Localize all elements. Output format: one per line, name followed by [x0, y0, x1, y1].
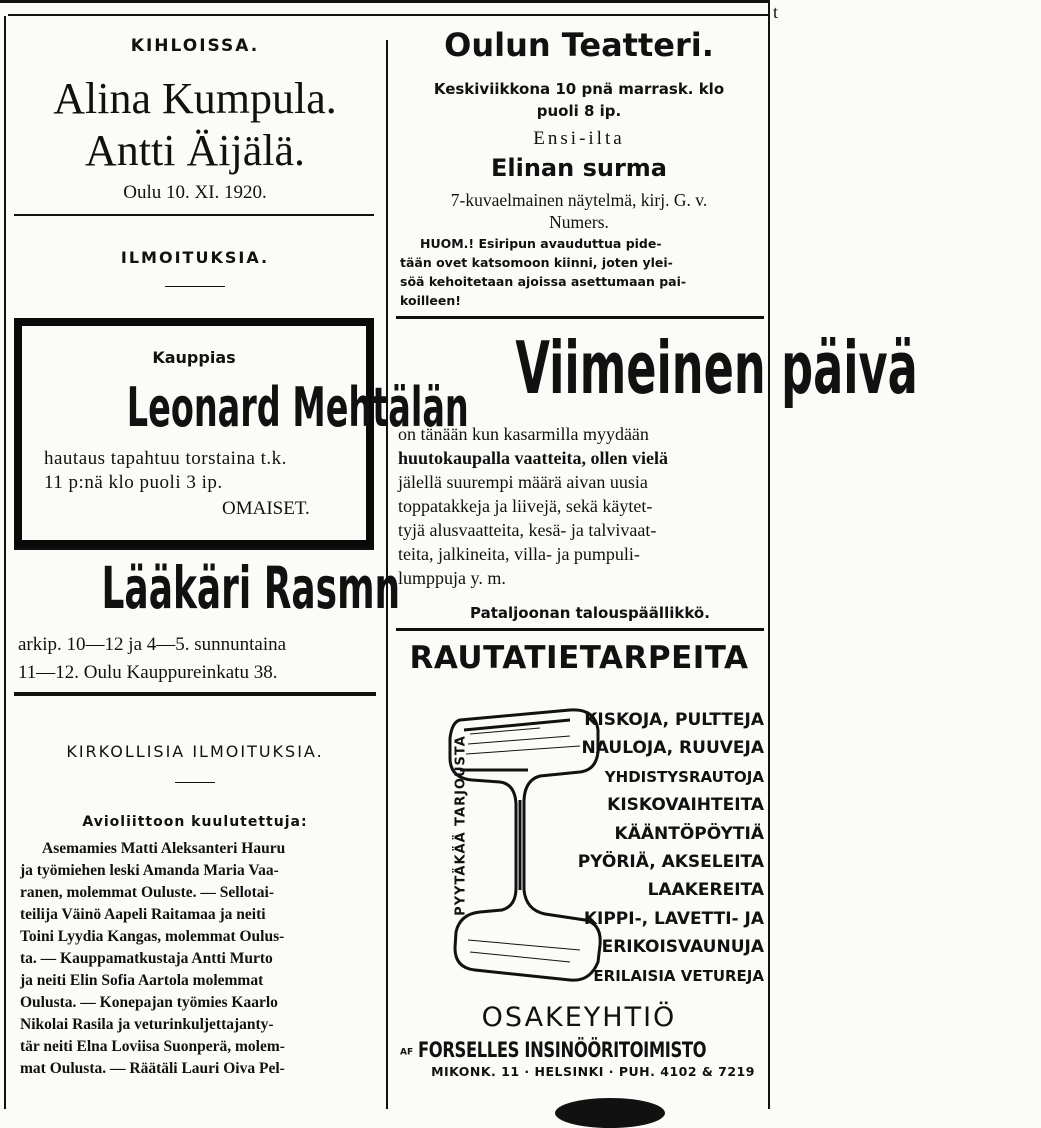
- funeral-signature: OMAISET.: [222, 498, 310, 519]
- church-line: ranen, molemmat Ouluste. — Sellotai-: [20, 884, 275, 901]
- rail-item: KISKOJA, PULTTEJA: [584, 710, 764, 730]
- theatre-desc-2: Numers.: [549, 212, 609, 232]
- theatre-date-line-2: puoli 8 ip.: [536, 102, 622, 120]
- funeral-name: [22, 374, 469, 444]
- theatre-note-line: koilleen!: [400, 293, 461, 308]
- theatre-desc-1: 7-kuvaelmainen näytelmä, kirj. G. v.: [450, 190, 708, 210]
- rail-address: MIKONK. 11 · HELSINKI · PUH. 4102 & 7219: [431, 1064, 755, 1079]
- left-border: [4, 16, 6, 1109]
- rail-item: NAULOJA, RUUVEJA: [581, 738, 764, 759]
- church-line: teilija Väinö Aapeli Raitamaa ja neiti: [20, 906, 266, 923]
- rail-company-name: FORSELLES INSINÖÖRITOIMISTO: [418, 1038, 707, 1062]
- auction-body: [398, 422, 764, 590]
- rail-item: YHDISTYSRAUTOJA: [604, 767, 764, 786]
- top-border: [0, 0, 770, 3]
- theatre-premiere: Ensi-ilta: [533, 128, 625, 149]
- rail-item-list: [530, 706, 764, 990]
- church-subheading: Avioliittoon kuulutettuja:: [82, 814, 308, 830]
- theatre-date-line-1: Keskiviikkona 10 pnä marrask. klo: [433, 80, 725, 98]
- funeral-line-2: 11 p:nä klo puoli 3 ip.: [44, 472, 223, 493]
- rail-item: ERIKOISVAUNUJA: [601, 937, 764, 958]
- auction-line: toppatakkeja ja liivejä, sekä käytet-: [398, 496, 653, 516]
- rail-item: KIPPI-, LAVETTI- JA: [583, 908, 764, 929]
- rail-headline: RAUTATIETARPEITA: [409, 640, 749, 676]
- doctor-line-1: arkip. 10—12 ja 4—5. sunnuntaina: [18, 634, 287, 655]
- auction-line: on tänään kun kasarmilla myydään: [398, 424, 649, 444]
- bottom-ornament: [555, 1098, 665, 1128]
- church-line: ja neiti Elin Sofia Aartola molemmat: [20, 972, 264, 989]
- auction-bottom-rule: [396, 628, 764, 631]
- church-line: tär neiti Elna Loviisa Suonperä, molem-: [20, 1038, 285, 1055]
- church-line: Oulusta. — Konepajan työmies Kaarlo: [20, 994, 278, 1011]
- top-rule: [8, 14, 768, 16]
- auction-headline-text: Viimeinen päivä: [515, 326, 918, 410]
- church-line: Asemamies Matti Aleksanteri Hauru: [42, 840, 286, 857]
- auction-signature: Pataljoonan talouspäällikkö.: [470, 604, 710, 622]
- funeral-title: Kauppias: [152, 348, 236, 367]
- auction-line: teita, jalkineita, villa- ja pumpuli-: [398, 544, 640, 564]
- rail-item: KISKOVAIHTEITA: [607, 795, 764, 816]
- funeral-line-1: hautaus tapahtuu torstaina t.k.: [44, 448, 287, 469]
- engagement-heading: KIHLOISSA.: [130, 36, 260, 56]
- rail-item: KÄÄNTÖPÖYTIÄ: [614, 823, 764, 844]
- engagement-bottom-rule: [14, 214, 374, 216]
- church-line: Toini Lyydia Kangas, molemmat Oulus-: [20, 928, 285, 945]
- doctor-name-text: Lääkäri Rasmn: [101, 554, 401, 622]
- doctor-top-rule: [14, 548, 374, 550]
- theatre-note: [400, 234, 764, 310]
- doctor-name: [10, 552, 401, 626]
- church-line: Nikolai Rasila ja veturinkuljettajanty-: [20, 1016, 274, 1033]
- auction-line: tyjä alusvaatteita, kesä- ja talvivaat-: [398, 520, 657, 540]
- right-edge-char: t: [773, 2, 779, 22]
- theatre-note-line: tään ovet katsomoon kiinni, joten ylei-: [400, 255, 673, 270]
- engagement-place-date: Oulu 10. XI. 1920.: [123, 182, 267, 203]
- auction-line: jälellä suurempi määrä aivan uusia: [398, 472, 648, 492]
- rail-company-line-2: [400, 1038, 766, 1062]
- rail-item: ERILAISIA VETUREJA: [593, 966, 764, 985]
- right-border: [768, 0, 770, 1109]
- theatre-play-title: Elinan surma: [491, 154, 667, 182]
- church-short-rule: [175, 782, 215, 783]
- engagement-name-2: Antti Äijälä.: [85, 126, 305, 175]
- rail-item: PYÖRIÄ, AKSELEITA: [577, 852, 764, 873]
- church-line: ja työmiehen leski Amanda Maria Vaa-: [20, 862, 279, 879]
- funeral-notice-box: [14, 318, 469, 548]
- church-body: [20, 838, 382, 1080]
- auction-line: huutokaupalla vaatteita, ollen vielä: [398, 448, 669, 468]
- funeral-name-text: Leonard Mehtälän: [126, 376, 469, 439]
- engagement-name-1: Alina Kumpula.: [53, 74, 337, 123]
- rail-company-prefix: AF: [400, 1047, 414, 1058]
- auction-line: lumppuja y. m.: [398, 568, 506, 588]
- doctor-bottom-rule: [14, 692, 376, 696]
- rail-vertical-text: PYYTÄKÄÄ TARJOUSTA: [453, 735, 469, 916]
- church-heading: KIRKOLLISIA ILMOITUKSIA.: [66, 742, 324, 761]
- theatre-bottom-rule: [396, 316, 764, 319]
- rail-item: LAAKEREITA: [647, 880, 764, 901]
- notices-heading: ILMOITUKSIA.: [120, 248, 270, 267]
- theatre-title: Oulun Teatteri.: [444, 26, 714, 64]
- doctor-line-2: 11—12. Oulu Kauppureinkatu 38.: [18, 662, 278, 683]
- theatre-note-line: söä kehoitetaan ajoissa asettumaan pai-: [400, 274, 687, 289]
- auction-headline: [392, 322, 918, 414]
- church-line: mat Oulusta. — Räätäli Lauri Oiva Pel-: [20, 1060, 285, 1077]
- church-line: ta. — Kauppamatkustaja Antti Murto: [20, 950, 273, 967]
- theatre-note-line: HUOM.! Esiripun avauduttua pide-: [420, 236, 662, 251]
- rail-company-line-1: OSAKEYHTIÖ: [481, 1002, 677, 1033]
- notices-short-rule: [165, 286, 225, 287]
